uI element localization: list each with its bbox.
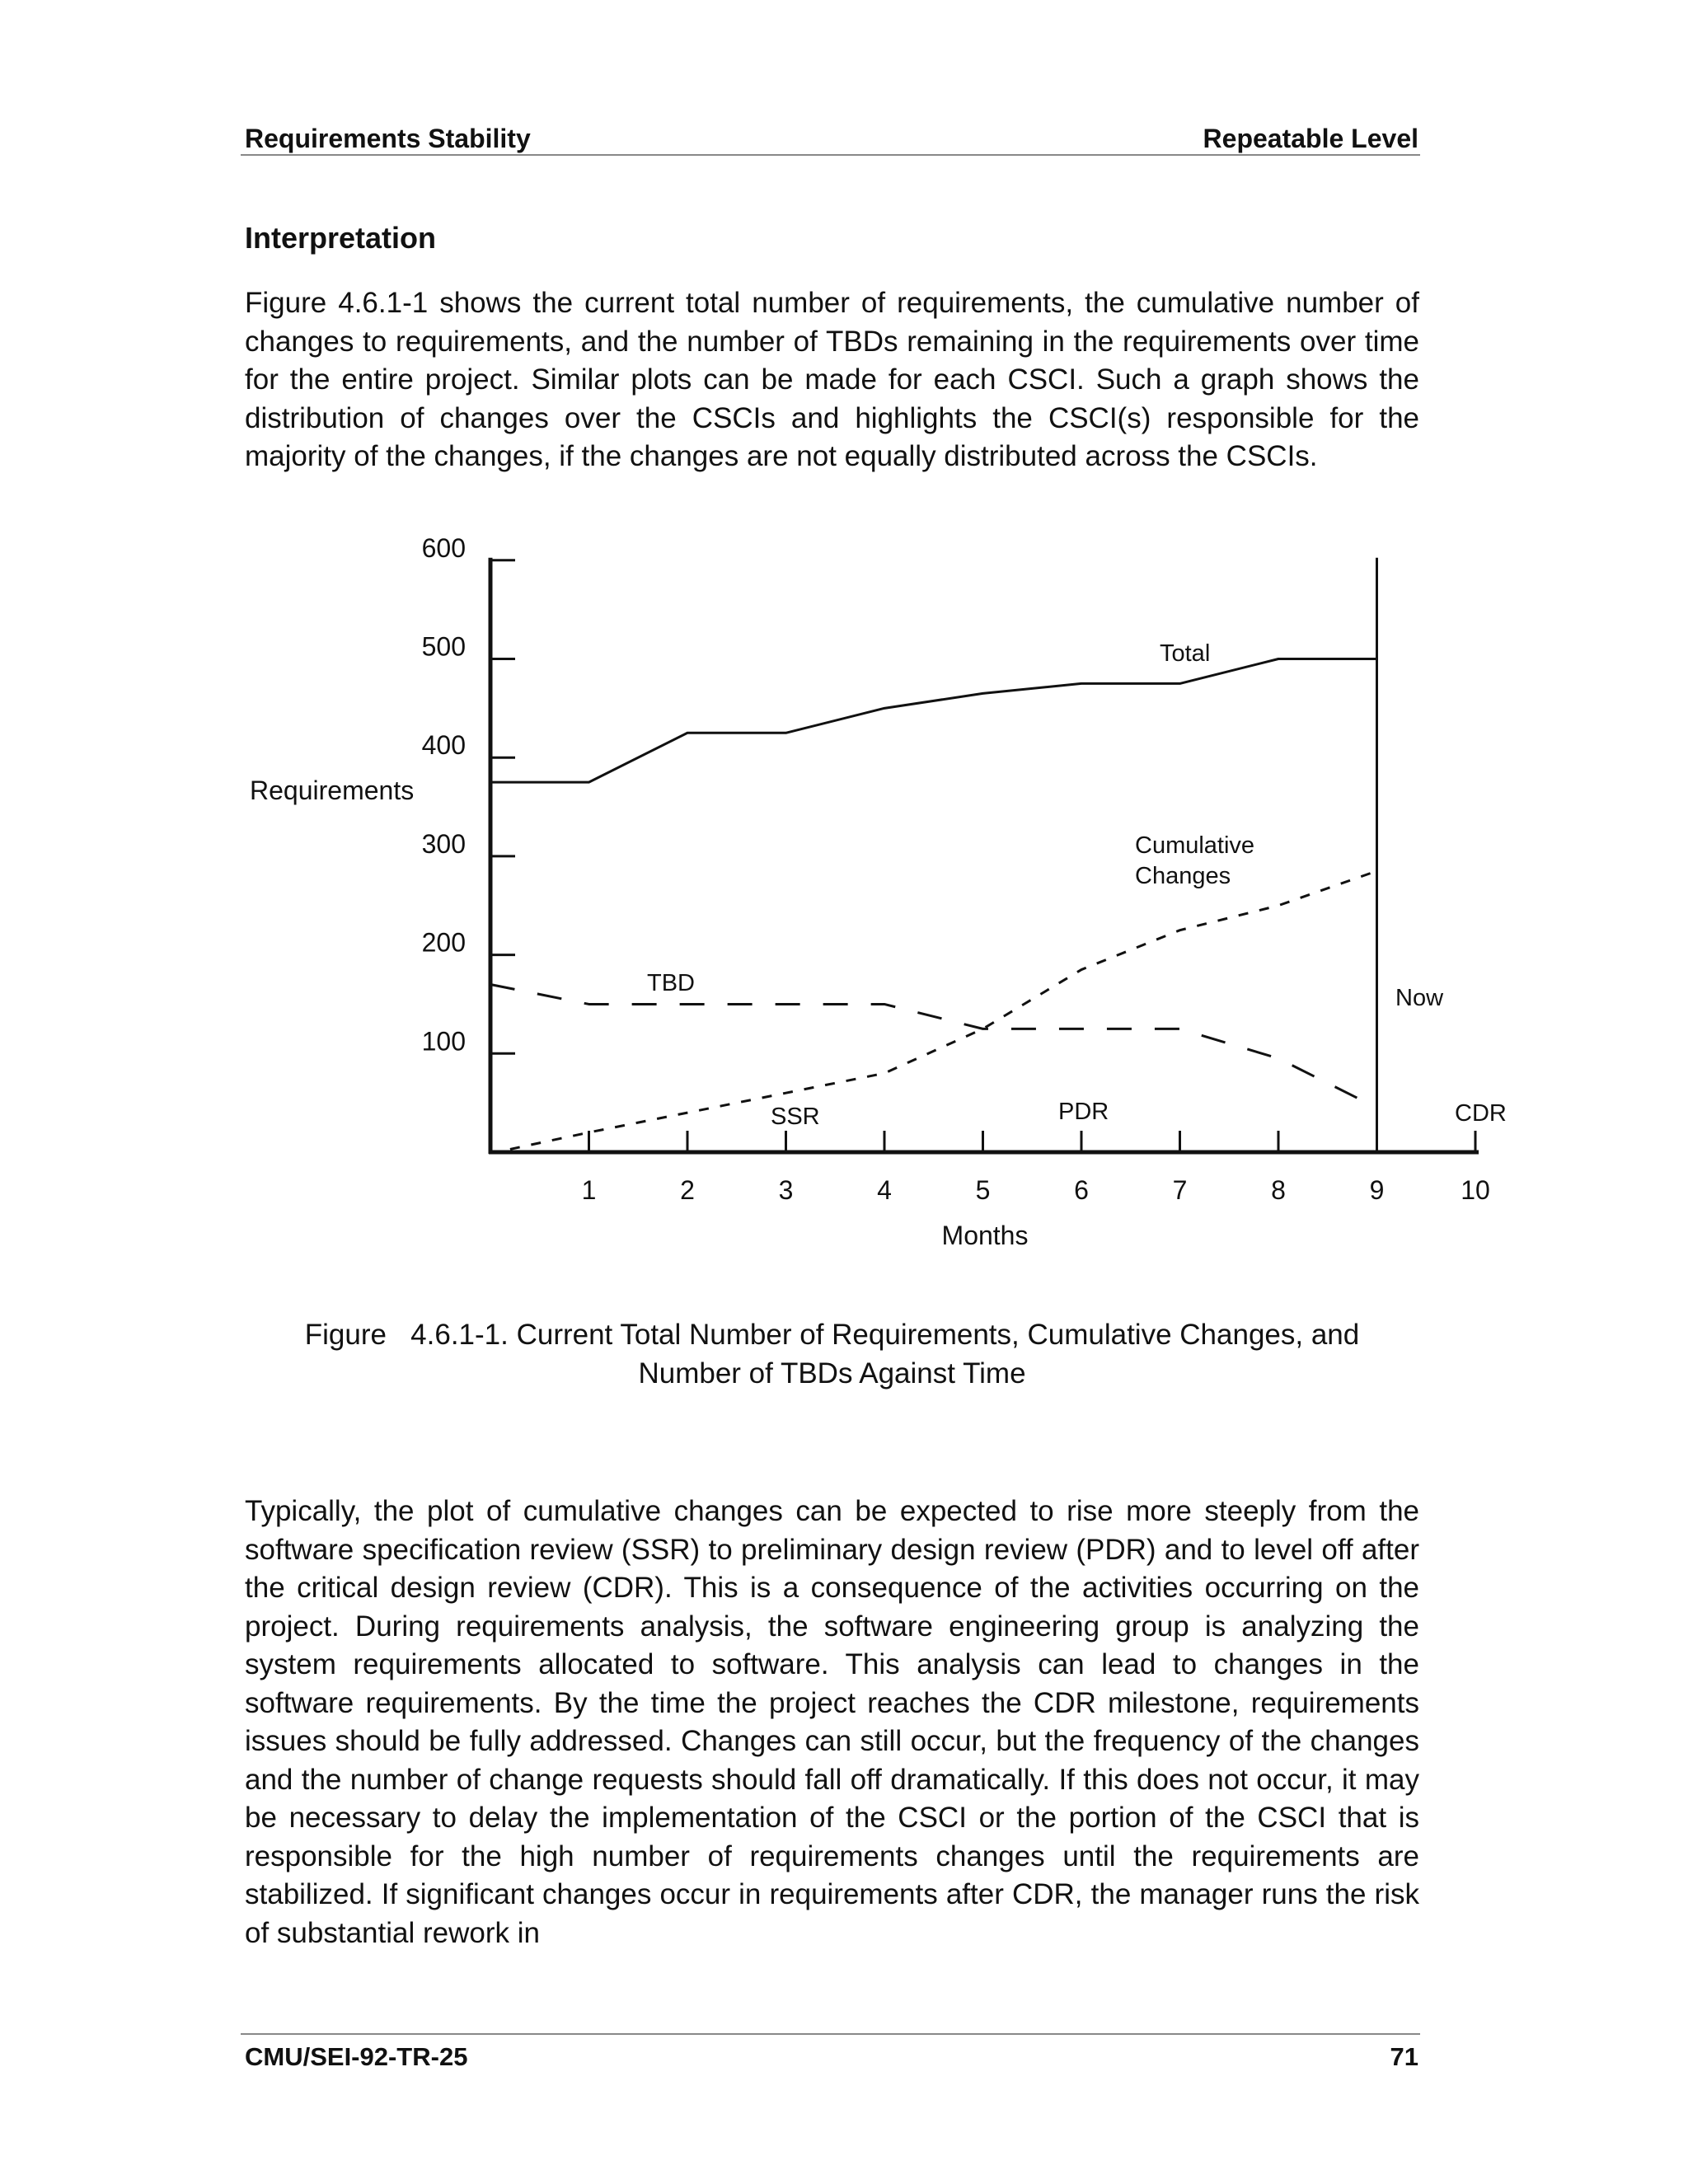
series-line-total: [490, 659, 1377, 783]
y-tick-label: 100: [421, 1026, 466, 1057]
x-tick-label: 2: [680, 1175, 695, 1205]
label-cumulative: Cumulative: [1135, 832, 1255, 859]
section-title: Interpretation: [245, 221, 437, 255]
series-line-cumulative-changes: [510, 871, 1377, 1150]
footer-report-id: CMU/SEI-92-TR-25: [245, 2042, 468, 2071]
header-title: Requirements Stability: [245, 124, 531, 153]
body-paragraph: Typically, the plot of cumulative changes can be expected to rise more steeply from the software specification review (SSR) to preliminary design review (PDR) and to level off after the critical design review (CDR). This is a consequence of the activities occurring on the project. During requirements analysis, the software engineering group is analyzing the system requirements allocated to software. This analysis can lead to changes in the software requirements. By the time the project reaches the CDR milestone, requirements issues should be fully addressed. Changes can still occur, but the frequency of the changes and the number of change requests should fall off dramatically. If this does not occur, it may be necessary to delay the implementation of the CSCI or the portion of the CSCI that is responsible for the high number of requirements changes until the requirements are stabilized. If significant changes occur in requirements after CDR, the manager runs the risk of substantial rework in: [245, 1495, 1419, 1949]
x-tick-label: 7: [1172, 1175, 1188, 1205]
x-axis-label: Months: [941, 1221, 1029, 1250]
x-tick-label: 8: [1271, 1175, 1286, 1205]
header-level: Repeatable Level: [1203, 124, 1418, 153]
x-tick-label: 3: [778, 1175, 794, 1205]
x-tick-label: 1: [581, 1175, 597, 1205]
figure-caption: [245, 1315, 1419, 1393]
y-tick-label: 300: [421, 828, 466, 859]
label-total: Total: [1160, 640, 1211, 667]
y-tick-label: 200: [421, 927, 466, 958]
label-pdr: PDR: [1058, 1099, 1109, 1125]
series-line-tbd: [490, 985, 1377, 1108]
label-ssr: SSR: [771, 1104, 820, 1130]
caption-line-1: Figure 4.6.1-1. Current Total Number of Requirements, Cumulative Changes, and: [304, 1319, 1360, 1351]
page-number: 71: [1390, 2042, 1418, 2071]
y-tick-label: 400: [421, 730, 466, 761]
caption-line-2: Number of TBDs Against Time: [638, 1357, 1026, 1390]
x-tick-label: 10: [1461, 1175, 1490, 1205]
y-axis-label: Requirements: [250, 776, 415, 805]
x-tick-label: 5: [975, 1175, 991, 1205]
y-tick-label: 600: [421, 532, 466, 563]
x-tick-label: 4: [877, 1175, 892, 1205]
x-tick-label: 6: [1074, 1175, 1089, 1205]
intro-paragraph: Figure 4.6.1-1 shows the current total number of requirements, the cumulative number of changes to requirements, and the number of TBDs remaining in the requirements over time for the entire project. Similar plots can be made for each CSCI. Such a graph shows the distribution of changes over the CSCIs and highlights the CSCI(s) responsible for the majority of the changes, if the changes are not equally distributed across the CSCIs.: [245, 287, 1419, 472]
label-cdr: CDR: [1455, 1100, 1507, 1127]
header-rule: [241, 154, 1420, 156]
label-changes: Changes: [1135, 863, 1231, 889]
footer-rule: [241, 2033, 1420, 2035]
label-now: Now: [1395, 985, 1444, 1011]
y-tick-label: 500: [421, 631, 466, 662]
x-tick-label: 9: [1369, 1175, 1385, 1205]
label-tbd: TBD: [647, 970, 695, 996]
requirements-chart: [0, 527, 1688, 1269]
